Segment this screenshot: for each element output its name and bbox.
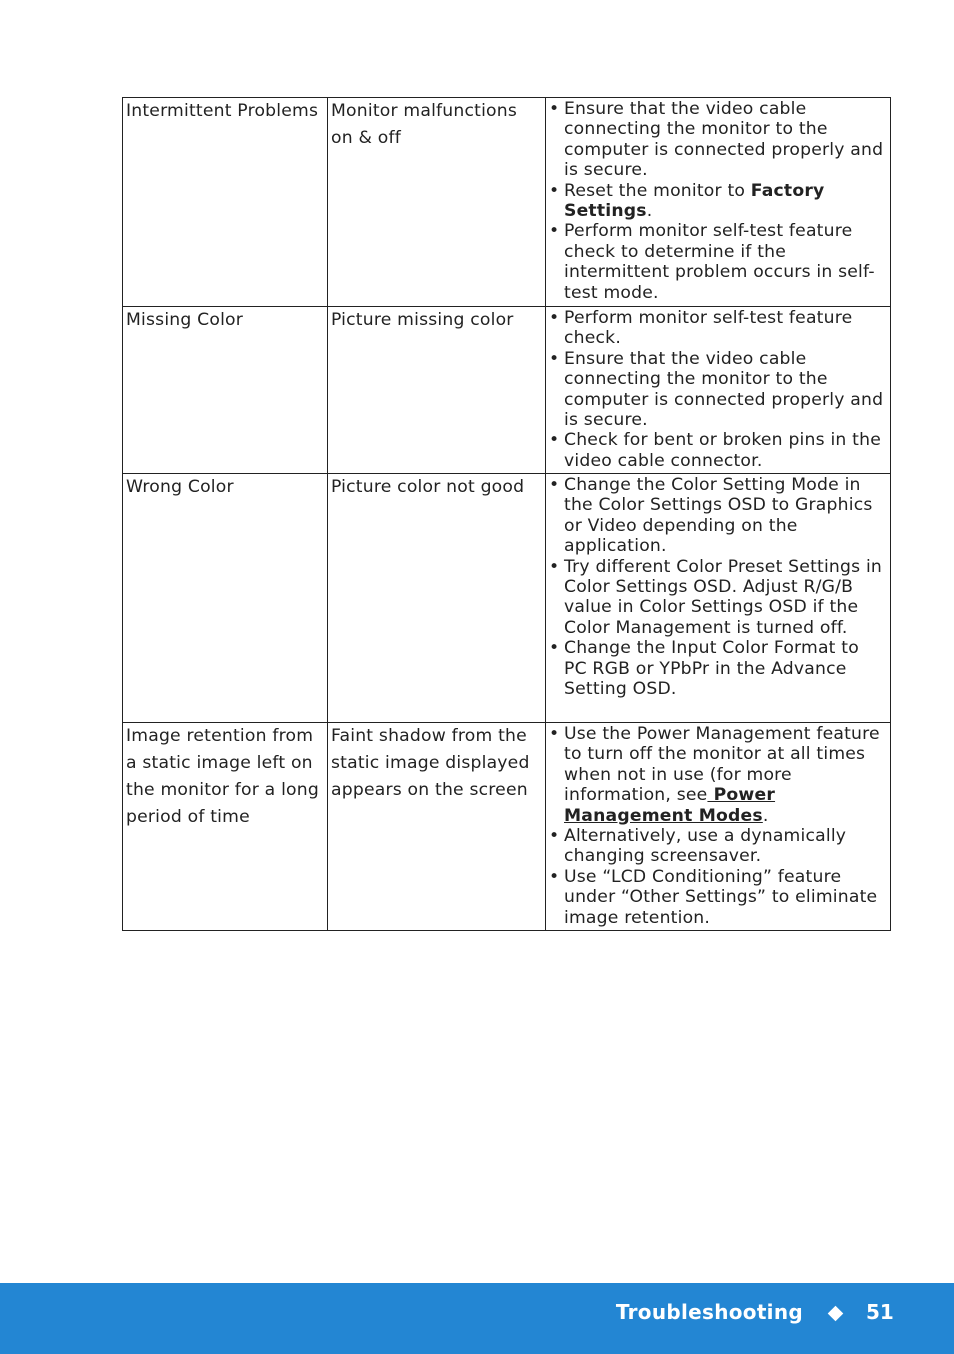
symptom-cell: Monitor malfunctions on & off [328, 98, 546, 307]
symptom-cell: Picture missing color [328, 307, 546, 474]
troubleshooting-table [122, 97, 891, 931]
solution-item: • Ensure that the video cable connecting the monitor to the computer is connected properly and is secure. [549, 99, 887, 181]
solutions-cell [546, 723, 891, 931]
solution-item: • Perform monitor self-test feature check. [549, 308, 887, 349]
symptom-cell: Picture color not good [328, 474, 546, 723]
solution-item: • Alternatively, use a dynamically changing screensaver. [549, 826, 887, 867]
table-row [123, 723, 891, 931]
solution-item: • Change the Color Setting Mode in the Color Settings OSD to Graphics or Video depending on the application. [549, 475, 887, 557]
solution-item: • Try different Color Preset Settings in Color Settings OSD. Adjust R/G/B value in Color Settings OSD if the Color Management is turned off. [549, 557, 887, 639]
problem-cell: Image retention from a static image left on the monitor for a long period of time [123, 723, 328, 931]
table-row [123, 307, 891, 474]
solution-list [549, 723, 887, 928]
page-number: 51 [866, 1300, 894, 1324]
solutions-cell [546, 98, 891, 307]
factory-settings-term: Factory Settings [564, 180, 825, 222]
problem-cell: Wrong Color [123, 474, 328, 723]
solution-list [549, 307, 887, 471]
solutions-cell [546, 474, 891, 723]
symptom-cell: Faint shadow from the static image displayed appears on the screen [328, 723, 546, 931]
solution-item: • Perform monitor self-test feature check to determine if the intermittent problem occurs in self-test mode. [549, 221, 887, 303]
solution-list [549, 98, 887, 303]
solution-item: • Use the Power Management feature to turn off the monitor at all times when not in use (for more information, see Power Management Modes. [549, 724, 887, 826]
solution-item: • Reset the monitor to Factory Settings. [549, 181, 887, 222]
problem-cell: Missing Color [123, 307, 328, 474]
table-row [123, 474, 891, 723]
footer-bar [0, 1283, 954, 1354]
solution-item: • Check for bent or broken pins in the video cable connector. [549, 430, 887, 471]
solution-item: • Use “LCD Conditioning” feature under “Other Settings” to eliminate image retention. [549, 867, 887, 928]
solutions-cell [546, 307, 891, 474]
table-row [123, 98, 891, 307]
diamond-separator-icon [828, 1306, 844, 1322]
problem-cell: Intermittent Problems [123, 98, 328, 307]
power-management-modes-link[interactable]: Power Management Modes [564, 785, 776, 826]
solution-item: • Change the Input Color Format to PC RGB or YPbPr in the Advance Setting OSD. [549, 638, 887, 699]
solution-list [549, 474, 887, 699]
footer-section-title: Troubleshooting [615, 1300, 803, 1324]
solution-item: • Ensure that the video cable connecting the monitor to the computer is connected properly and is secure. [549, 349, 887, 431]
